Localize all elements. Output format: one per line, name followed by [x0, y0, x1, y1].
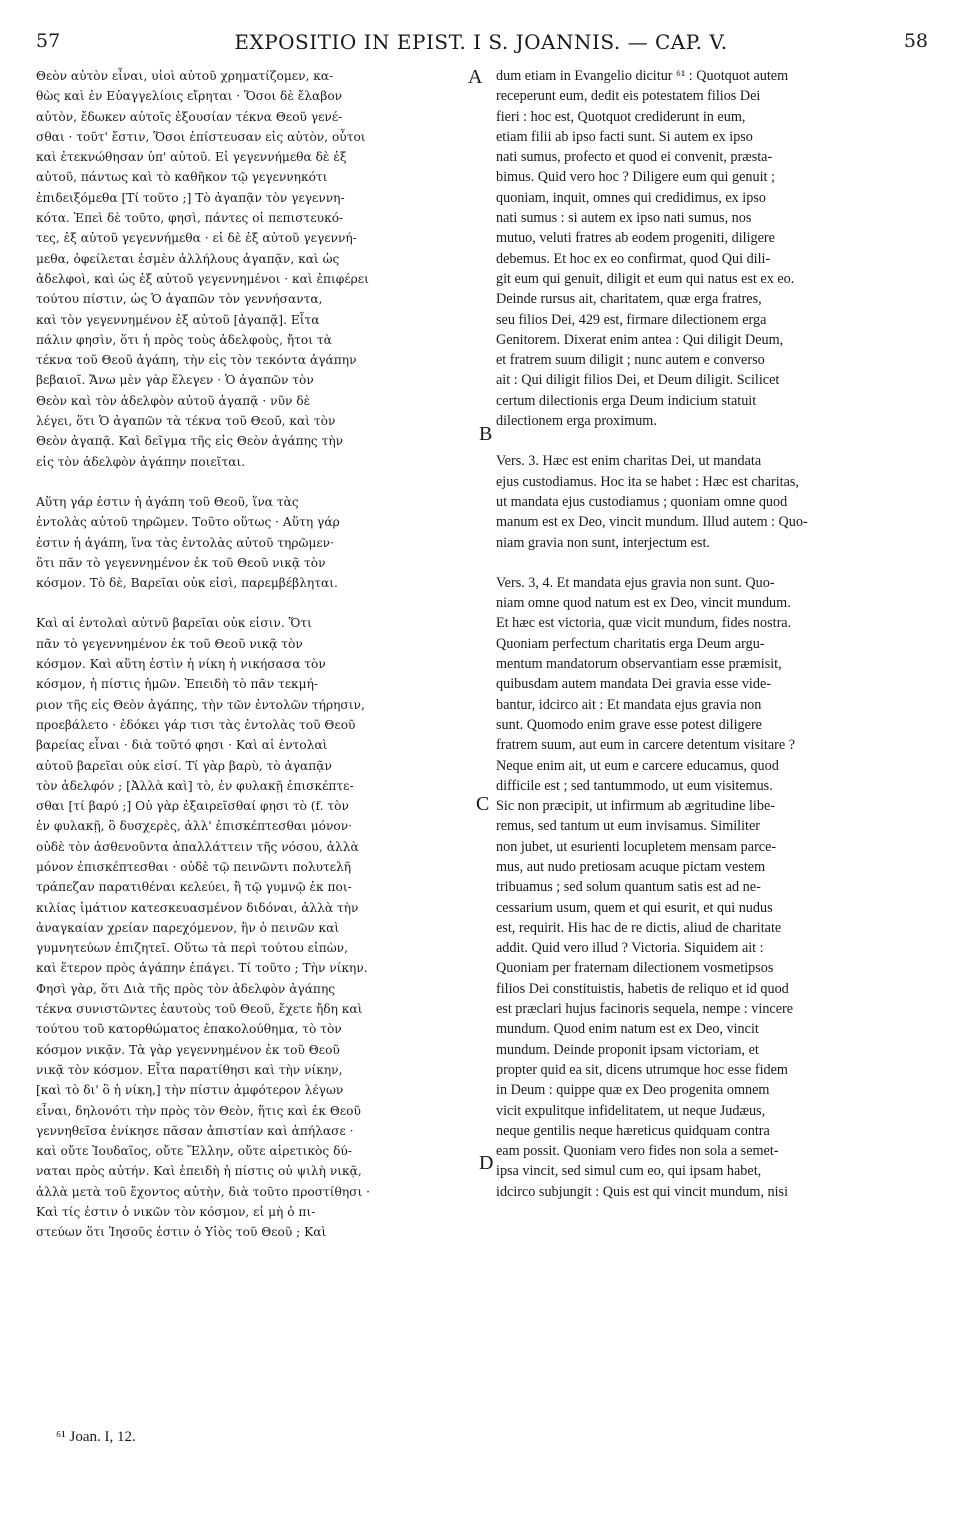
- text-line: καὶ ἕτερον πρὸς ἀγάπην ἐπάγει. Τί τοῦτο ; Τὴν νίκην.: [36, 961, 368, 976]
- text-line: ἀδελφοὶ, καὶ ὡς ἐξ αὐτοῦ γεγεννημένοι · καὶ ἐπιφέρει: [36, 271, 369, 286]
- margin-letter-c: C: [476, 793, 490, 815]
- text-line: ait : Qui diligit filios Dei, et Deum diligit. Scilicet: [496, 372, 780, 389]
- text-line: καὶ οὔτε Ἰουδαῖος, οὔτε Ἕλλην, οὔτε αἱρετικὸς δύ-: [36, 1144, 352, 1159]
- text-line: etiam filii ab ipso facti sunt. Si autem ex ipso: [496, 128, 753, 145]
- text-line: ut mandata ejus custodiamus ; quoniam omne quod: [496, 493, 788, 510]
- text-line: debemus. Et hoc ex eo confirmat, quod Qui dili-: [496, 250, 771, 267]
- text-line: quoniam, inquit, omnes qui credidimus, ex ipso: [496, 189, 766, 206]
- text-line: νικᾷ τὸν κόσμον. Εἶτα παρατίθησι καὶ τὴν νίκην,: [36, 1062, 343, 1077]
- paragraph: [496, 573, 926, 1202]
- text-line: τράπεζαν παρατιθέναι κελεύει, ἢ τῷ γυμνῷ ἐκ ποι-: [36, 880, 352, 895]
- greek-column: [36, 66, 478, 1243]
- text-line: ἐντολὰς αὐτοῦ τηρῶμεν. Τοῦτο οὕτως · Αὕτη γάρ: [36, 515, 340, 530]
- margin-letter-d: D: [479, 1152, 494, 1174]
- text-line: σθαι · τοῦτ' ἔστιν, Ὅσοι ἐπίστευσαν εἰς αὐτὸν, οὗτοι: [36, 129, 366, 144]
- text-line: κόσμον νικᾷν. Τὰ γὰρ γεγεννημένον ἐκ τοῦ Θεοῦ: [36, 1042, 340, 1057]
- text-line: καὶ ἐτεκνώθησαν ὑπ' αὐτοῦ. Εἰ γεγεννήμεθα δὲ ἐξ: [36, 150, 347, 165]
- text-line: et fratrem suum diligit ; nunc autem e converso: [496, 352, 765, 369]
- text-line: dum etiam in Evangelio dicitur ⁶¹ : Quotquot autem: [496, 68, 789, 84]
- text-line: Καὶ τίς ἐστιν ὁ νικῶν τὸν κόσμον, εἰ μὴ ὁ πι-: [36, 1205, 316, 1220]
- text-line: certum dilectionis erga Deum indicium statuit: [496, 392, 757, 409]
- text-line: Αὕτη γάρ ἐστιν ἡ ἀγάπη τοῦ Θεοῦ, ἵνα τὰς: [36, 494, 299, 509]
- text-line: μόνον ἐπισκέπτεσθαι · οὐδὲ τῷ πεινῶντι πολυτελῆ: [36, 859, 352, 874]
- text-line: sunt. Quomodo enim grave esse potest diligere: [496, 716, 762, 733]
- text-line: γυμνητεύων ἐπιζητεῖ. Οὕτω τὰ περὶ τούτου εἰπὼν,: [36, 941, 348, 956]
- text-line: τέκνα συνιστῶντες ἑαυτοὺς τοῦ Θεοῦ, ἔχετε ἤδη καὶ: [36, 1002, 363, 1017]
- text-line: πᾶν τὸ γεγεννημένον ἐκ τοῦ Θεοῦ νικᾷ τὸν: [36, 636, 303, 651]
- text-line: est, requirit. His hac de re dictis, aliud de charitate: [496, 919, 782, 936]
- text-line: niam gravia non sunt, interjectum est.: [496, 534, 710, 551]
- text-line: tribuamus ; sed solum quantum satis est ad ne-: [496, 879, 761, 896]
- running-title: EXPOSITIO IN EPIST. I S. JOANNIS. — CAP. V.: [234, 30, 728, 54]
- text-line: τούτου πίστιν, ὡς Ὁ ἀγαπῶν τὸν γεννήσαντα,: [36, 292, 323, 307]
- text-line: ἐστιν ἡ ἀγάπη, ἵνα τὰς ἐντολὰς αὐτοῦ τηρῶμεν·: [36, 535, 334, 550]
- paragraph-gap: [36, 472, 478, 492]
- text-line: Genitorem. Dixerat enim antea : Qui diligit Deum,: [496, 331, 784, 348]
- text-line: Καὶ αἱ ἐντολαὶ αὐτνῦ βαρεῖαι οὐκ εἰσιν. Ὅτι: [36, 616, 312, 631]
- text-line: Sic non præcipit, ut infirmum ab ægritudine libe-: [496, 798, 775, 815]
- text-line: Vers. 3. Hæc est enim charitas Dei, ut mandata: [496, 453, 762, 470]
- paragraph: [36, 613, 478, 1242]
- margin-letter-a: A: [468, 66, 483, 88]
- text-line: difficile est ; sed tantummodo, ut eum visitemus.: [496, 777, 773, 794]
- text-line: Neque enim ait, ut eum e carcere educamus, quod: [496, 757, 779, 774]
- text-line: γεννηθεῖσα ἐνίκησε πᾶσαν ἀπιστίαν καὶ ἀπήλασε ·: [36, 1123, 354, 1138]
- text-line: στεύων ὅτι Ἰησοῦς ἐστιν ὁ Υἱὸς τοῦ Θεοῦ ; Καὶ: [36, 1225, 327, 1240]
- text-line: non jubet, ut esurienti locupletem mensam parce-: [496, 838, 777, 855]
- text-line: Φησὶ γὰρ, ὅτι Διὰ τῆς πρὸς τὸν ἀδελφὸν ἀγάπης: [36, 981, 336, 996]
- paragraph: [36, 66, 478, 472]
- text-line: σθαι [τί βαρύ ;] Οὐ γὰρ ἐξαιρεῖσθαί φησι τὸ (f. τὸν: [36, 799, 349, 814]
- latin-column: [496, 66, 926, 1202]
- text-line: τὸν ἀδελφόν ; [Ἀλλὰ καὶ] τὸ, ἐν φυλακῇ ἐπισκέπτε-: [36, 778, 354, 793]
- text-line: κόσμον. Τὸ δὲ, Βαρεῖαι οὐκ εἰσὶ, παρεμβέβληται.: [36, 576, 338, 591]
- text-line: mus, aut nudo pretiosam acuque pictam vestem: [496, 858, 766, 875]
- running-header: [0, 30, 962, 60]
- text-line: git eum qui genuit, diligit et eum qui natus est ex eo.: [496, 270, 795, 287]
- text-line: fratrem suum, aut eum in carcere detentum visitare ?: [496, 737, 795, 754]
- text-line: mentum mandatorum observantiam esse præmisit,: [496, 656, 782, 673]
- text-line: est præclari hujus facinoris sequela, nempe : vincere: [496, 1001, 794, 1018]
- text-line: κότα. Ἐπεὶ δὲ τοῦτο, φησὶ, πάντες οἱ πεπιστευκό-: [36, 211, 344, 226]
- text-line: mundum. Deinde proponit ipsam victoriam, et: [496, 1041, 759, 1058]
- text-line: θὼς καὶ ἐν Εὐαγγελίοις εἴρηται · Ὅσοι δὲ ἔλαβον: [36, 89, 343, 104]
- footnote: ⁶¹ Joan. I, 12.: [56, 1429, 136, 1445]
- text-line: vicit expulitque infidelitatem, ut neque Judæus,: [496, 1102, 766, 1119]
- text-line: κιλίας ἱμάτιον κατεσκευασμένον διδόναι, ἀλλὰ τὴν: [36, 900, 359, 915]
- text-line: ἐπιδειξόμεθα [Τί τοῦτο ;] Τὸ ἀγαπᾷν τὸν γεγεννη-: [36, 190, 345, 205]
- text-line: dilectionem erga proximum.: [496, 413, 657, 430]
- text-line: cessarium usum, quem et qui esurit, et qui nudus: [496, 899, 773, 916]
- text-line: τέκνα τοῦ Θεοῦ ἀγάπη, τὴν εἰς τὸν τεκόντα ἀγάπην: [36, 353, 357, 368]
- text-line: αὐτὸν, ἔδωκεν αὐτοῖς ἐξουσίαν τέκνα Θεοῦ γενέ-: [36, 109, 343, 124]
- text-line: ὅτι πᾶν τὸ γεγεννημένον ἐκ τοῦ Θεοῦ νικᾷ τὸν: [36, 555, 326, 570]
- text-line: filios Dei constituistis, habetis de reliquo et id quod: [496, 980, 789, 997]
- text-line: ναται πρὸς αὐτήν. Καὶ ἐπειδὴ ἡ πίστις οὐ ψιλὴ νικᾷ,: [36, 1164, 362, 1179]
- text-line: ἐν φυλακῇ, ὃ δυσχερὲς, ἀλλ' ἐπισκέπτεσθαι μόνον·: [36, 819, 353, 834]
- text-line: μεθα, ὀφείλεται ἐσμὲν ἀλλήλους ἀγαπᾷν, καὶ ὡς: [36, 251, 340, 266]
- text-line: fieri : hoc est, Quotquot crediderunt in eum,: [496, 108, 746, 125]
- text-line: εἶναι, δηλονότι τὴν πρὸς τὸν Θεὸν, ἥτις καὶ ἐκ Θεοῦ: [36, 1103, 361, 1118]
- text-line: mutuo, veluti fratres ab eodem progeniti, diligere: [496, 230, 775, 247]
- text-line: mundum. Quod enim natum est ex Deo, vincit: [496, 1021, 759, 1038]
- page-number-left: 57: [36, 30, 61, 52]
- page-number-right: 58: [903, 30, 928, 52]
- text-line: βεβαιοῖ. Ἄνω μὲν γὰρ ἔλεγεν · Ὁ ἀγαπῶν τὸν: [36, 373, 314, 388]
- text-line: αὐτοῦ, πάντως καὶ τὸ καθῆκον τῷ γεγεννηκότι: [36, 170, 328, 185]
- text-line: αὐτοῦ βαρεῖαι οὐκ εἰσί. Τί γὰρ βαρὺ, τὸ ἀγαπᾷν: [36, 758, 332, 773]
- text-line: addit. Quid vero illud ? Victoria. Siquidem ait :: [496, 940, 764, 957]
- paragraph-gap: [36, 593, 478, 613]
- text-line: propter quid ea sit, dicens utrumque hoc esse fidem: [496, 1061, 788, 1078]
- text-line: remus, sed tantum ut eum invisamus. Similiter: [496, 818, 761, 835]
- text-line: Deinde rursus ait, charitatem, quæ erga fratres,: [496, 291, 762, 308]
- text-line: ipsa vincit, sed simul cum eo, qui ipsam habet,: [496, 1163, 762, 1180]
- text-line: Θεὸν ἀγαπᾷ. Καὶ δεῖγμα τῆς εἰς Θεὸν ἀγάπης τὴν: [36, 434, 344, 449]
- text-line: ἀλλὰ μετὰ τοῦ ἔχοντος αὐτὴν, διὰ τοῦτο προστίθησι ·: [36, 1184, 371, 1199]
- text-line: λέγει, ὅτι Ὁ ἀγαπῶν τὰ τέκνα τοῦ Θεοῦ, καὶ τὸν: [36, 414, 336, 429]
- text-line: neque gentilis neque hæreticus quidquam contra: [496, 1122, 770, 1139]
- text-line: ριον τῆς εἰς Θεὸν ἀγάπης, τὴν τῶν ἐντολῶν τήρησιν,: [36, 697, 365, 712]
- paragraph: [36, 492, 478, 593]
- text-line: Et hæc est victoria, quæ vicit mundum, fides nostra.: [496, 615, 792, 632]
- text-line: καὶ τὸν γεγεννημένον ἐξ αὐτοῦ [ἀγαπᾷ]. Εἶτα: [36, 312, 320, 327]
- text-line: idcirco subjungit : Quis est qui vincit mundum, nisi: [496, 1183, 789, 1200]
- text-line: manum est ex Deo, vincit mundum. Illud autem : Quo-: [496, 514, 808, 531]
- text-line: Θεὸν καὶ τὸν ἀδελφὸν αὐτοῦ ἀγαπᾷ · νῦν δὲ: [36, 393, 311, 408]
- text-line: Quoniam per fraternam dilectionem vosmetipsos: [496, 960, 774, 977]
- text-line: κόσμον. Καὶ αὕτη ἐστὶν ἡ νίκη ἡ νικήσασα τὸν: [36, 657, 326, 672]
- paragraph-gap: [496, 553, 926, 573]
- text-line: nati sumus : si autem ex ipso nati sumus, nos: [496, 210, 752, 227]
- text-line: εἰς τὸν ἀδελφὸν ἀγάπην ποιεῖται.: [36, 454, 246, 469]
- text-line: τούτου τοῦ κατορθώματος ἐπακολούθημα, τὸ τὸν: [36, 1022, 342, 1037]
- text-line: πάλιν φησὶν, ὅτι ἡ πρὸς τοὺς ἀδελφοὺς, ἤτοι τὰ: [36, 332, 332, 347]
- text-line: quibusdam autem mandata Dei gravia esse vide-: [496, 676, 771, 693]
- text-line: Θεὸν αὐτὸν εἶναι, υἱοὶ αὐτοῦ χρηματίζομεν, κα-: [36, 69, 334, 83]
- text-line: τες, ἐξ αὐτοῦ γεγεννήμεθα · εἰ δὲ ἐξ αὐτοῦ γεγεννή-: [36, 231, 357, 246]
- text-line: bantur, idcirco ait : Et mandata ejus gravia non: [496, 696, 762, 713]
- text-line: Quoniam perfectum charitatis erga Deum argu-: [496, 635, 765, 652]
- text-line: προεβάλετο · ἐδόκει γάρ τισι τὰς ἐντολὰς τοῦ Θεοῦ: [36, 717, 356, 732]
- text-line: [καὶ τὸ δι' ὃ ἡ νίκη,] τὴν πίστιν ἀμφότερον λέγων: [36, 1083, 344, 1098]
- text-line: niam omne quod natum est ex Deo, vincit mundum.: [496, 595, 791, 612]
- text-line: ejus custodiamus. Hoc ita se habet : Hæc est charitas,: [496, 473, 799, 490]
- paragraph: [496, 66, 926, 431]
- text-line: nati sumus, profecto et quod ei convenit, præsta-: [496, 149, 773, 166]
- text-line: receperunt eum, dedit eis potestatem filios Dei: [496, 88, 761, 105]
- text-line: bimus. Quid vero hoc ? Diligere eum qui genuit ;: [496, 169, 775, 186]
- text-line: Vers. 3, 4. Et mandata ejus gravia non sunt. Quo-: [496, 574, 775, 591]
- text-line: seu filios Dei, 429 est, firmare dilectionem erga: [496, 311, 767, 328]
- text-line: ἀναγκαίαν χρείαν παρεχόμενον, ἣν ὁ πεινῶν καὶ: [36, 920, 340, 935]
- text-line: βαρείας εἶναι · διὰ τοῦτό φησι · Καὶ αἱ ἐντολαὶ: [36, 738, 328, 753]
- text-line: οὐδὲ τὸν ἀσθενοῦντα ἀπαλλάττειν τῆς νόσου, ἀλλὰ: [36, 839, 359, 854]
- text-line: eam possit. Quoniam vero fides non sola a semet-: [496, 1143, 779, 1160]
- margin-letter-b: B: [479, 423, 493, 445]
- text-line: κόσμον, ἡ πίστις ἡμῶν. Ἐπειδὴ τὸ πᾶν τεκμή-: [36, 677, 319, 692]
- text-line: in Deum : quippe quæ ex Deo progenita omnem: [496, 1082, 770, 1099]
- paragraph-gap: [496, 431, 926, 451]
- paragraph: [496, 451, 926, 552]
